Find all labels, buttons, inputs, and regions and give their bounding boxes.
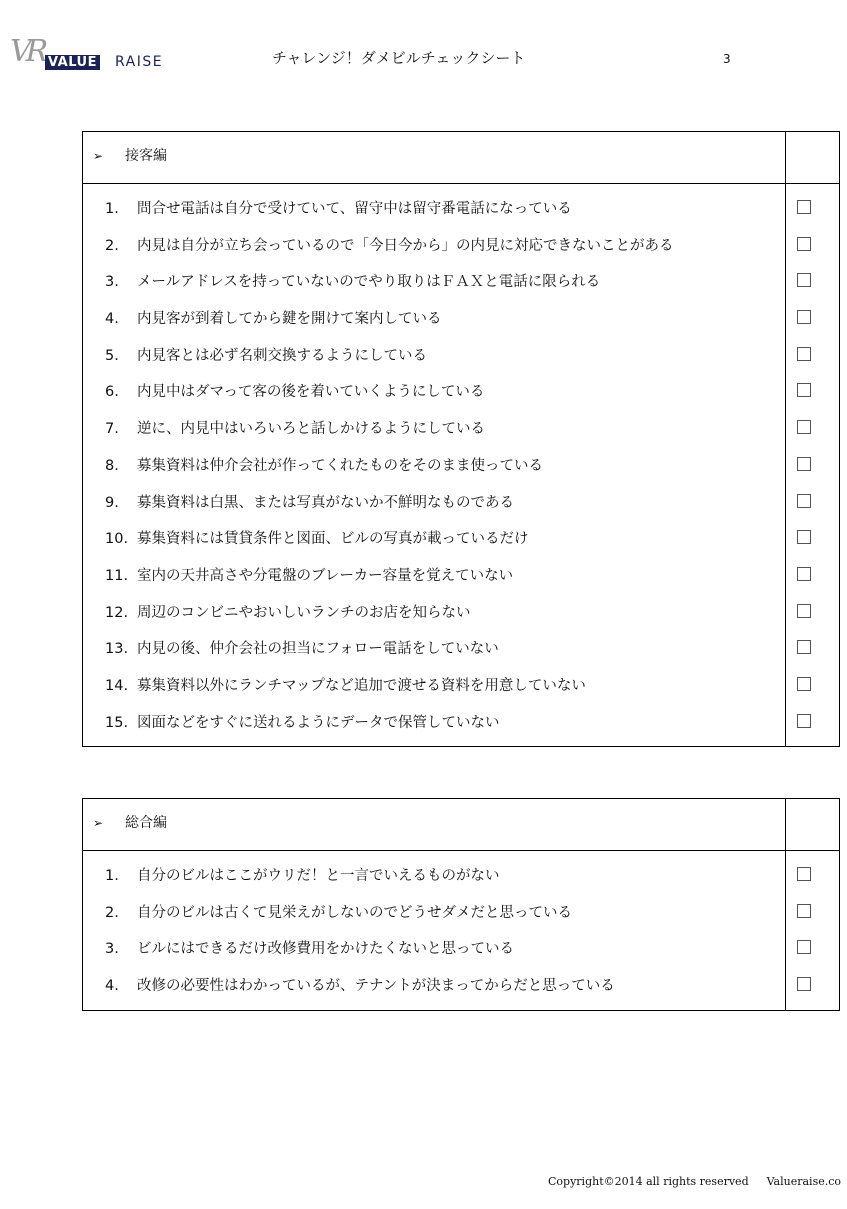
checklist-item	[83, 939, 839, 976]
item-text: 室内の天井高さや分電盤のブレーカー容量を覚えていない	[137, 567, 514, 584]
checkbox[interactable]	[797, 457, 811, 471]
checklist-item	[83, 199, 839, 236]
item-number: 4.	[105, 311, 119, 328]
item-text: 内見は自分が立ち会っているので「今日今から」の内見に対応できないことがある	[137, 237, 674, 254]
item-number: 5.	[105, 347, 119, 364]
item-number: 2.	[105, 237, 119, 254]
checklist-item	[83, 493, 839, 530]
item-number: 14.	[105, 677, 129, 694]
checkbox[interactable]	[797, 273, 811, 287]
page-number: 3	[723, 52, 731, 66]
logo-raise-text: RAISE	[115, 54, 164, 70]
item-number: 2.	[105, 904, 119, 921]
item-number: 3.	[105, 274, 119, 291]
checklist-items	[83, 199, 839, 749]
checkbox[interactable]	[797, 383, 811, 397]
section-header	[83, 132, 839, 184]
item-number: 4.	[105, 978, 119, 995]
item-text: メールアドレスを持っていないのでやり取りはＦＡＸと電話に限られる	[137, 274, 601, 291]
item-text: 内見中はダマって客の後を着いていくようにしている	[137, 384, 485, 401]
item-text: 問合せ電話は自分で受けていて、留守中は留守番電話になっている	[137, 201, 572, 217]
checklist-item	[83, 309, 839, 346]
item-text: 改修の必要性はわかっているが、テナントが決まってからだと思っている	[137, 978, 615, 995]
item-number: 6.	[105, 384, 119, 401]
checklist-items	[83, 866, 839, 1013]
checklist-section-general	[82, 798, 840, 1011]
checkbox[interactable]	[797, 977, 811, 991]
checklist-item	[83, 272, 839, 309]
checkbox[interactable]	[797, 530, 811, 544]
item-text: 募集資料には賃貸条件と図面、ビルの写真が載っているだけ	[137, 531, 529, 548]
checklist-item	[83, 713, 839, 750]
checklist-item	[83, 566, 839, 603]
checkbox[interactable]	[797, 867, 811, 881]
item-number: 10.	[105, 531, 129, 548]
checklist-section-customer-service	[82, 131, 840, 747]
item-number: 7.	[105, 421, 119, 438]
item-text: ビルにはできるだけ改修費用をかけたくないと思っている	[137, 941, 514, 958]
checkbox[interactable]	[797, 200, 811, 214]
item-text: 募集資料以外にランチマップなど追加で渡せる資料を用意していない	[137, 677, 586, 694]
document-title: チャレンジ！ダメビルチェックシート	[272, 49, 526, 67]
arrow-bullet-icon: ➢	[93, 149, 104, 163]
checklist-item	[83, 676, 839, 713]
checklist-item	[83, 236, 839, 273]
item-number: 13.	[105, 641, 129, 658]
checkbox[interactable]	[797, 640, 811, 654]
checkbox[interactable]	[797, 420, 811, 434]
checklist-item	[83, 346, 839, 383]
checklist-item	[83, 976, 839, 1013]
item-text: 募集資料は白黒、または写真がないか不鮮明なものである	[137, 494, 514, 511]
item-number: 9.	[105, 494, 119, 511]
section-header	[83, 799, 839, 851]
checklist-item	[83, 419, 839, 456]
checkbox[interactable]	[797, 494, 811, 508]
item-text: 自分のビルは古くて見栄えがしないのでどうせダメだと思っている	[137, 904, 572, 921]
checklist-item	[83, 456, 839, 493]
checkbox[interactable]	[797, 310, 811, 324]
item-text: 内見客が到着してから鍵を開けて案内している	[137, 311, 442, 328]
logo-value-text: VALUE	[45, 55, 100, 70]
checklist-item	[83, 639, 839, 676]
checkbox[interactable]	[797, 604, 811, 618]
item-number: 12.	[105, 604, 129, 621]
item-number: 15.	[105, 714, 129, 731]
item-text: 逆に、内見中はいろいろと話しかけるようにしている	[137, 421, 485, 438]
item-text: 図面などをすぐに送れるようにデータで保管していない	[137, 714, 500, 731]
arrow-bullet-icon: ➢	[93, 816, 104, 830]
section-title: 接客編	[125, 148, 167, 164]
item-number: 1.	[105, 868, 119, 884]
site-name: Valueraise.co	[766, 1175, 841, 1188]
item-number: 1.	[105, 201, 119, 217]
checklist-item	[83, 529, 839, 566]
logo-monogram: VR	[10, 34, 43, 69]
item-text: 自分のビルはここがウリだ！と一言でいえるものがない	[137, 868, 500, 884]
checklist-item	[83, 603, 839, 640]
checklist-item	[83, 903, 839, 940]
item-number: 11.	[105, 567, 129, 584]
checkbox[interactable]	[797, 567, 811, 581]
checklist-item	[83, 382, 839, 419]
item-text: 内見の後、仲介会社の担当にフォロー電話をしていない	[137, 641, 499, 658]
item-text: 周辺のコンビニやおいしいランチのお店を知らない	[137, 604, 471, 621]
section-title: 総合編	[125, 815, 167, 831]
copyright-text: Copyright©2014 all rights reserved	[548, 1175, 749, 1188]
item-text: 募集資料は仲介会社が作ってくれたものをそのまま使っている	[137, 457, 543, 474]
checklist-item	[83, 866, 839, 903]
checkbox[interactable]	[797, 347, 811, 361]
checkbox[interactable]	[797, 904, 811, 918]
item-number: 3.	[105, 941, 119, 958]
checkbox[interactable]	[797, 237, 811, 251]
page-footer	[548, 1175, 841, 1189]
valueraise-logo	[8, 34, 183, 74]
checkbox[interactable]	[797, 940, 811, 954]
checkbox[interactable]	[797, 714, 811, 728]
item-number: 8.	[105, 457, 119, 474]
checkbox[interactable]	[797, 677, 811, 691]
item-text: 内見客とは必ず名刺交換するようにしている	[137, 347, 427, 364]
